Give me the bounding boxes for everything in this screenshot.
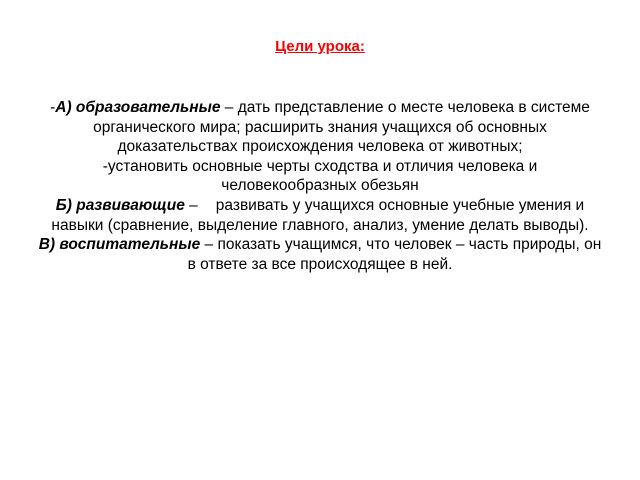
goal-developmental xyxy=(34,196,606,235)
goal-upbringing xyxy=(34,235,606,274)
goal-developmental-dash: – xyxy=(184,196,198,214)
goal-educational-text: – дать представление о месте человека в системе органического мира; расширить знания учащихся об основных доказательствах происхождения человека от животных; xyxy=(93,99,590,156)
goal-educational-prefix: - xyxy=(50,99,56,116)
goal-educational-label: А) образовательные xyxy=(55,99,221,116)
goal-educational-extra: -установить основные черты сходства и отличия человека и человекообразных обезьян xyxy=(102,157,538,195)
goal-upbringing-label: В) воспитательные xyxy=(38,236,201,254)
slide-title: Цели урока: xyxy=(275,38,365,55)
lesson-goals xyxy=(34,98,606,274)
goal-educational xyxy=(34,98,606,157)
goal-upbringing-text: – показать учащимся, что человек – часть природы, он в ответе за все происходящее в ней. xyxy=(187,236,602,273)
goal-developmental-text: развивать у учащихся основные учебные умения и навыки (сравнение, выделение главного, анализ, умение делать выводы). xyxy=(51,196,589,234)
goal-developmental-label: Б) развивающие xyxy=(55,196,185,214)
